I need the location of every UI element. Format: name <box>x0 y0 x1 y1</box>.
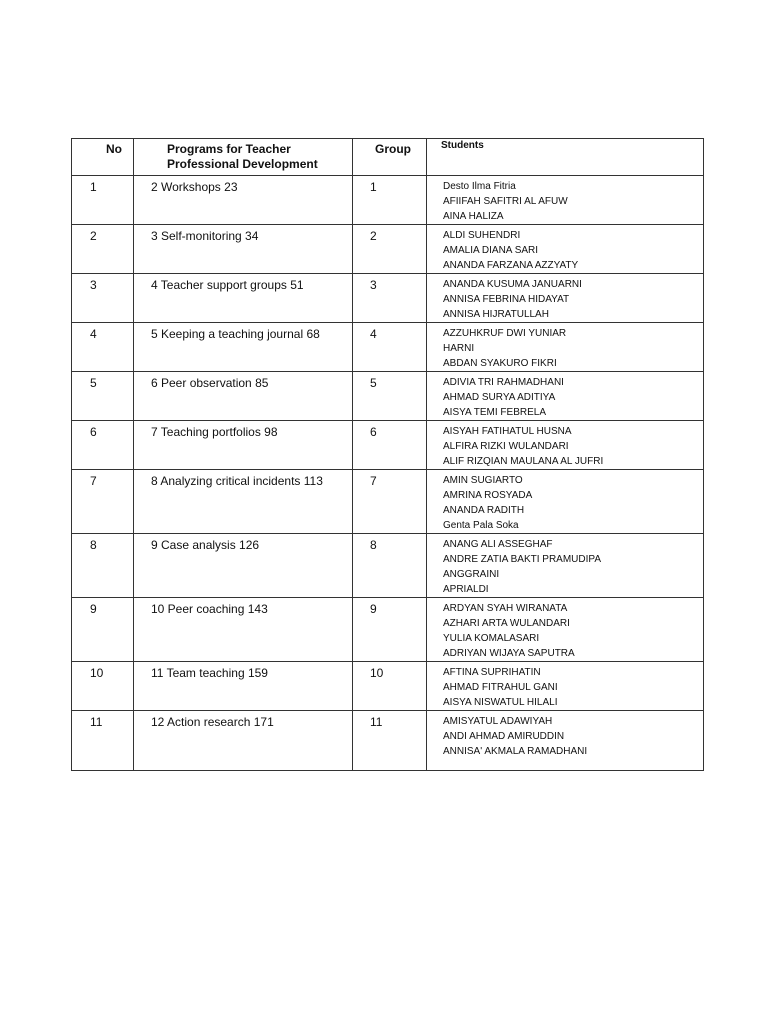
row-students <box>427 598 704 662</box>
student-name: AMISYATUL ADAWIYAH <box>443 716 553 727</box>
table-row <box>72 711 704 771</box>
student-name: ANANDA RADITH <box>443 505 525 516</box>
row-students <box>427 662 704 711</box>
header-programs-line1: Programs for Teacher <box>167 142 291 156</box>
student-name: ALDI SUHENDRI <box>443 230 521 241</box>
row-group: 10 <box>353 662 427 711</box>
student-name: AMALIA DIANA SARI <box>443 245 539 256</box>
row-program: 4 Teacher support groups 51 <box>134 274 353 323</box>
row-number: 1 <box>72 176 134 225</box>
row-program: 8 Analyzing critical incidents 113 <box>134 470 353 534</box>
student-name: AINA HALIZA <box>443 211 504 222</box>
row-number: 3 <box>72 274 134 323</box>
row-program: 3 Self-monitoring 34 <box>134 225 353 274</box>
row-program: 5 Keeping a teaching journal 68 <box>134 323 353 372</box>
table-row <box>72 274 704 323</box>
row-students <box>427 176 704 225</box>
student-name: ANGGRAINI <box>443 569 500 580</box>
row-number: 4 <box>72 323 134 372</box>
student-name: AHMAD SURYA ADITIYA <box>443 392 556 403</box>
row-program: 7 Teaching portfolios 98 <box>134 421 353 470</box>
row-program: 10 Peer coaching 143 <box>134 598 353 662</box>
student-name: Desto Ilma Fitria <box>443 181 516 192</box>
row-group: 3 <box>353 274 427 323</box>
table-header-row <box>72 139 704 176</box>
table-row <box>72 534 704 598</box>
student-name: AZHARI ARTA WULANDARI <box>443 618 570 629</box>
table-row <box>72 372 704 421</box>
student-name: AISYA TEMI FEBRELA <box>443 407 546 418</box>
row-program: 2 Workshops 23 <box>134 176 353 225</box>
row-group: 5 <box>353 372 427 421</box>
header-programs <box>134 139 353 176</box>
row-students <box>427 421 704 470</box>
row-number: 8 <box>72 534 134 598</box>
table-row <box>72 323 704 372</box>
row-group: 4 <box>353 323 427 372</box>
student-name: AISYA NISWATUL HILALI <box>443 697 558 708</box>
student-name: AFIIFAH SAFITRI AL AFUW <box>443 196 568 207</box>
row-students <box>427 274 704 323</box>
header-students: Students <box>427 139 704 176</box>
row-program: 6 Peer observation 85 <box>134 372 353 421</box>
student-name: AMIN SUGIARTO <box>443 475 523 486</box>
student-name: AFTINA SUPRIHATIN <box>443 667 541 678</box>
table-body <box>72 139 704 771</box>
row-number: 6 <box>72 421 134 470</box>
row-group: 6 <box>353 421 427 470</box>
student-name: HARNI <box>443 343 475 354</box>
row-number: 11 <box>72 711 134 771</box>
student-name: AHMAD FITRAHUL GANI <box>443 682 558 693</box>
student-name: ANNISA HIJRATULLAH <box>443 309 549 320</box>
table-row <box>72 176 704 225</box>
row-group: 11 <box>353 711 427 771</box>
student-name: ANDI AHMAD AMIRUDDIN <box>443 731 565 742</box>
header-group: Group <box>353 139 427 176</box>
student-name: ADRIYAN WIJAYA SAPUTRA <box>443 648 575 659</box>
row-number: 9 <box>72 598 134 662</box>
row-students <box>427 534 704 598</box>
row-number: 5 <box>72 372 134 421</box>
student-name: ALFIRA RIZKI WULANDARI <box>443 441 569 452</box>
table-row <box>72 225 704 274</box>
row-students <box>427 372 704 421</box>
table-row <box>72 598 704 662</box>
row-program: 9 Case analysis 126 <box>134 534 353 598</box>
student-name: ADIVIA TRI RAHMADHANI <box>443 377 564 388</box>
student-name: ANANG ALI ASSEGHAF <box>443 539 553 550</box>
row-program: 11 Team teaching 159 <box>134 662 353 711</box>
student-name: ABDAN SYAKURO FIKRI <box>443 358 557 369</box>
row-group: 9 <box>353 598 427 662</box>
student-name: ALIF RIZQIAN MAULANA AL JUFRI <box>443 456 604 467</box>
programs-table <box>71 138 704 771</box>
row-group: 2 <box>353 225 427 274</box>
row-number: 7 <box>72 470 134 534</box>
student-name: ANANDA FARZANA AZZYATY <box>443 260 579 271</box>
student-name: ARDYAN SYAH WIRANATA <box>443 603 568 614</box>
student-name: AMRINA ROSYADA <box>443 490 533 501</box>
row-group: 7 <box>353 470 427 534</box>
row-number: 2 <box>72 225 134 274</box>
header-programs-line2: Professional Development <box>167 157 318 171</box>
row-students <box>427 323 704 372</box>
student-name: ANNISA FEBRINA HIDAYAT <box>443 294 570 305</box>
row-program: 12 Action research 171 <box>134 711 353 771</box>
row-group: 8 <box>353 534 427 598</box>
row-group: 1 <box>353 176 427 225</box>
student-name: Genta Pala Soka <box>443 520 519 531</box>
row-students <box>427 225 704 274</box>
student-name: APRIALDI <box>443 584 489 595</box>
student-name: ANANDA KUSUMA JANUARNI <box>443 279 582 290</box>
table-row <box>72 470 704 534</box>
header-no: No <box>72 139 134 176</box>
row-number: 10 <box>72 662 134 711</box>
student-name: YULIA KOMALASARI <box>443 633 540 644</box>
table-row <box>72 421 704 470</box>
student-name: ANDRE ZATIA BAKTI PRAMUDIPA <box>443 554 601 565</box>
student-name: AZZUHKRUF DWI YUNIAR <box>443 328 567 339</box>
row-students <box>427 711 704 771</box>
table-row <box>72 662 704 711</box>
row-students <box>427 470 704 534</box>
student-name: ANNISA' AKMALA RAMADHANI <box>443 746 588 757</box>
student-name: AISYAH FATIHATUL HUSNA <box>443 426 572 437</box>
